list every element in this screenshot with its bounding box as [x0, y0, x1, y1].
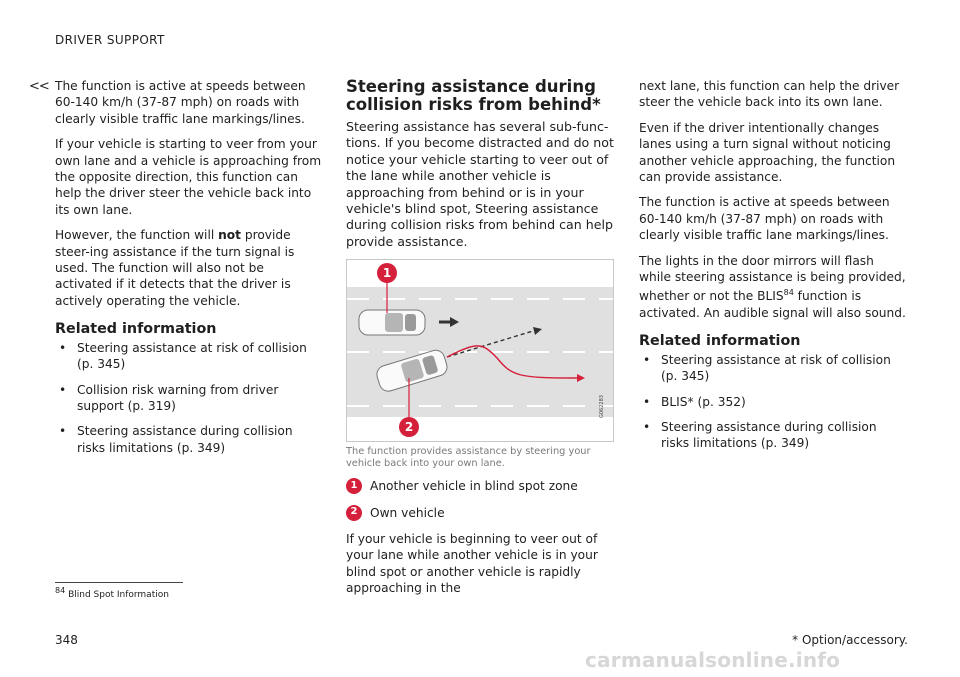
footnote: [55, 586, 169, 600]
related-link[interactable]: [55, 382, 323, 415]
related-heading: Related information: [639, 333, 801, 350]
bullet-icon: •: [59, 382, 67, 397]
figure-legend: [346, 478, 614, 521]
bullet-icon: •: [643, 419, 651, 434]
paragraph: The function is active at speeds between 60-140 km/h (37-87 mph) on roads with clearly visible traffic lane markings/lines.: [55, 79, 306, 126]
column-2: [346, 78, 614, 606]
paragraph: [55, 227, 323, 309]
watermark: carmanualsonline.info: [585, 648, 841, 672]
related-link-text: Steering assistance at risk of collision (p. 345): [661, 352, 891, 384]
related-list: [55, 340, 323, 456]
footnote-text: Blind Spot Information: [68, 590, 169, 600]
legend-text: Another vehicle in blind spot zone: [370, 479, 578, 494]
footnote-ref[interactable]: 84: [783, 288, 794, 298]
bullet-icon: •: [59, 340, 67, 355]
related-link[interactable]: [639, 394, 907, 410]
other-vehicle-icon: [359, 310, 425, 335]
related-link-text: Steering assistance at risk of collision (p. 345): [77, 340, 307, 372]
paragraph: If your vehicle is starting to veer from your own lane and a vehicle is approaching from the opposite direction, this function can help the driver steer the vehicle back into its own lane.: [55, 137, 322, 217]
related-link-text: Steering assistance during collision risks limitations (p. 349): [77, 424, 293, 455]
related-link[interactable]: [55, 423, 323, 456]
legend-number-badge: 2: [346, 505, 362, 521]
paragraph: next lane, this function can help the driver steer the vehicle back into its own lane.: [639, 79, 900, 110]
paragraph: If your vehicle is beginning to veer out of your lane while another vehicle is in your blind spot or another vehicle is rapidly approaching in the: [346, 532, 598, 596]
paragraph: The function is active at speeds between 60-140 km/h (37-87 mph) on roads with clearly visible traffic lane markings/lines.: [639, 195, 890, 243]
road-diagram: [347, 260, 613, 441]
lead-paragraph: Steering assistance has several sub-func-tions. If you become distracted and do not notice your vehicle starting to veer out of the lane while another vehicle is approaching from behind or is in your vehicle's blind spot, Steering assistance during collision risks from behind can help provide assistance.: [346, 119, 614, 249]
option-note: * Option/accessory.: [792, 633, 908, 647]
illustration: [346, 259, 614, 442]
figure-caption: The function provides assistance by steering your vehicle back into your own lane.: [346, 446, 591, 470]
section-title: DRIVER SUPPORT: [55, 33, 165, 47]
related-heading: Related information: [55, 321, 217, 338]
section-heading: Steering assistance during collision risks from behind*: [346, 77, 601, 114]
legend-item: [346, 478, 614, 494]
paragraph: [639, 253, 907, 322]
footnote-number: 84: [55, 586, 66, 595]
continued-marker: <<: [29, 79, 49, 94]
marker-1: 1: [382, 266, 392, 281]
legend-item: [346, 505, 614, 521]
bullet-icon: •: [643, 394, 651, 409]
related-link-text: Steering assistance during collision risks limitations (p. 349): [661, 419, 877, 451]
column-3: [639, 78, 907, 461]
bullet-icon: •: [643, 352, 651, 367]
text: The lights in the door mirrors will flash while steering assistance is being provided, whether or not the BLIS: [639, 253, 906, 304]
related-link-text: BLIS* (p. 352): [661, 394, 746, 409]
related-link[interactable]: [639, 419, 907, 452]
text: function is activated. An audible signal will also sound.: [639, 289, 906, 320]
bullet-icon: •: [59, 424, 67, 439]
related-link-text: Collision risk warning from driver support (p. 319): [77, 382, 279, 413]
legend-number-badge: 1: [346, 478, 362, 494]
related-link[interactable]: [639, 352, 907, 385]
related-list: [639, 352, 907, 452]
footnote-divider: [55, 582, 183, 583]
emphasis-text: not: [218, 228, 241, 243]
paragraph: Even if the driver intentionally changes lanes using a turn signal without noticing another vehicle approaching, the function can provide assistance.: [639, 120, 896, 185]
figure-code: G062283: [599, 395, 605, 419]
related-link[interactable]: [55, 340, 323, 373]
column-1: [55, 78, 323, 465]
page-number: 348: [55, 633, 78, 647]
marker-2: 2: [404, 420, 414, 435]
text: provide steer-ing assistance if the turn signal is used. The function will also not be activated if it detects that the driver is actively operating the vehicle.: [55, 228, 295, 308]
text: However, the function will: [55, 228, 219, 243]
legend-text: Own vehicle: [370, 505, 445, 520]
